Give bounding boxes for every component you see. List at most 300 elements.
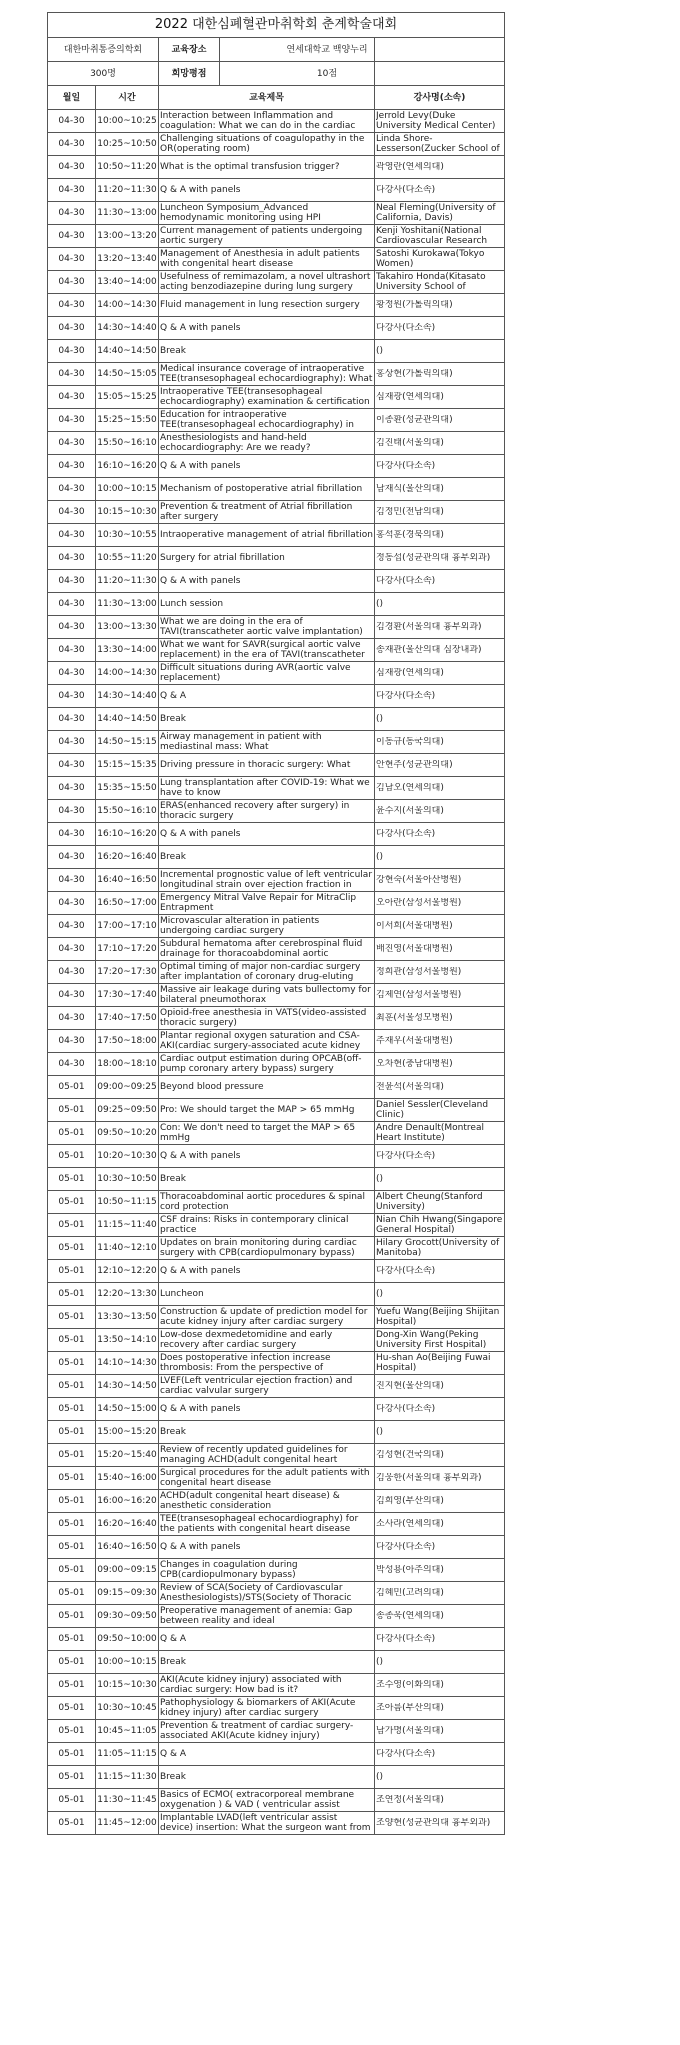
row-speaker [375, 1812, 505, 1835]
row-time-text: 11:45~12:00 [97, 1818, 157, 1828]
row-date-text: 04-30 [58, 392, 85, 402]
row-date-text: 04-30 [58, 415, 85, 425]
row-date-text: 04-30 [58, 829, 85, 839]
table-row [48, 294, 505, 317]
row-date [48, 409, 96, 432]
row-subject [159, 731, 375, 754]
row-time-text: 16:50~17:00 [97, 898, 157, 908]
row-subject-text: Cardiac output estimation during OPCAB(off-pump coronary artery bypass) surgery [160, 1054, 362, 1074]
row-date [48, 1076, 96, 1099]
table-row [48, 1122, 505, 1145]
table-row [48, 892, 505, 915]
row-date-text: 04-30 [58, 231, 85, 241]
row-time-text: 14:50~15:05 [97, 369, 157, 379]
row-subject [159, 961, 375, 984]
table-row [48, 1582, 505, 1605]
row-speaker [375, 110, 505, 133]
row-speaker [375, 1007, 505, 1030]
row-subject-text: Q & A [160, 691, 186, 701]
row-subject [159, 915, 375, 938]
row-speaker-text: 이동규(동국의대) [376, 737, 444, 747]
row-subject-text: Low-dose dexmedetomidine and early recovery after cardiac surgery [160, 1330, 333, 1350]
table-row [48, 1398, 505, 1421]
row-time [96, 708, 159, 731]
row-subject [159, 1743, 375, 1766]
row-subject-text: Lunch session [160, 599, 224, 609]
row-speaker [375, 639, 505, 662]
row-subject [159, 685, 375, 708]
row-date-text: 04-30 [58, 576, 85, 586]
row-subject-text: Break [160, 346, 186, 356]
row-date-text: 04-30 [58, 806, 85, 816]
row-date [48, 570, 96, 593]
row-date [48, 110, 96, 133]
row-subject [159, 478, 375, 501]
row-date-text: 05-01 [58, 1105, 85, 1115]
table-row [48, 1812, 505, 1835]
row-date-text: 04-30 [58, 668, 85, 678]
table-row [48, 1628, 505, 1651]
row-speaker-text: Nian Chih Hwang(Singapore General Hospital) [376, 1215, 503, 1235]
row-speaker [375, 1559, 505, 1582]
row-time [96, 1099, 159, 1122]
row-date [48, 846, 96, 869]
row-date-text: 04-30 [58, 277, 85, 287]
row-subject-text: Q & A with panels [160, 576, 241, 586]
row-speaker-text: Dong-Xin Wang(Peking University First Hospital) [376, 1330, 487, 1350]
row-speaker-text: () [376, 1657, 384, 1667]
row-subject [159, 1306, 375, 1329]
table-row [48, 1674, 505, 1697]
row-time [96, 570, 159, 593]
row-speaker-text: () [376, 1174, 384, 1184]
table-row [48, 846, 505, 869]
row-subject [159, 1651, 375, 1674]
row-subject-text: Preoperative management of anemia: Gap between reality and ideal [160, 1606, 353, 1626]
row-speaker-text: 오차현(충남대병원) [376, 1059, 453, 1069]
row-date [48, 1559, 96, 1582]
row-speaker [375, 294, 505, 317]
row-time-text: 10:15~10:30 [97, 507, 157, 517]
points-value-cont [375, 62, 505, 86]
row-date [48, 685, 96, 708]
venue-label-text: 교육장소 [159, 38, 220, 61]
row-subject [159, 662, 375, 685]
row-date-text: 04-30 [58, 714, 85, 724]
row-speaker-text: 황정원(가톨릭의대) [376, 300, 453, 310]
row-time [96, 1605, 159, 1628]
table-row [48, 1651, 505, 1674]
row-time [96, 800, 159, 823]
row-subject [159, 1122, 375, 1145]
row-speaker [375, 1260, 505, 1283]
row-time [96, 179, 159, 202]
row-time [96, 846, 159, 869]
row-date-text: 04-30 [58, 967, 85, 977]
row-date [48, 1352, 96, 1375]
row-speaker [375, 570, 505, 593]
row-subject-text: Break [160, 1427, 186, 1437]
row-date [48, 248, 96, 271]
row-speaker [375, 524, 505, 547]
row-time [96, 340, 159, 363]
table-row [48, 593, 505, 616]
row-time [96, 662, 159, 685]
row-date [48, 1168, 96, 1191]
row-time [96, 639, 159, 662]
row-time-text: 16:00~16:20 [97, 1496, 157, 1506]
row-time [96, 1375, 159, 1398]
row-speaker-text: 정희관(삼성서울병원) [376, 967, 462, 977]
table-row [48, 133, 505, 156]
row-time-text: 14:00~14:30 [97, 300, 157, 310]
row-date [48, 915, 96, 938]
row-date [48, 1766, 96, 1789]
row-time [96, 1421, 159, 1444]
row-time-text: 10:00~10:15 [97, 484, 157, 494]
row-date [48, 317, 96, 340]
row-speaker-text: 윤수지(서울의대) [376, 806, 444, 816]
row-subject [159, 1329, 375, 1352]
row-subject-text: Airway management in patient with mediastinal mass: What [160, 732, 322, 752]
table-row [48, 1559, 505, 1582]
row-date-text: 05-01 [58, 1450, 85, 1460]
row-time [96, 869, 159, 892]
row-date-text: 05-01 [58, 1611, 85, 1621]
row-date [48, 1030, 96, 1053]
row-date-text: 04-30 [58, 162, 85, 172]
row-subject [159, 1789, 375, 1812]
row-speaker [375, 1375, 505, 1398]
row-speaker-text: () [376, 599, 384, 609]
points-label-text: 희망평점 [159, 62, 220, 85]
row-date-text: 05-01 [58, 1335, 85, 1345]
row-date [48, 1398, 96, 1421]
row-subject [159, 892, 375, 915]
table-row [48, 685, 505, 708]
row-date [48, 1720, 96, 1743]
row-time-text: 10:30~10:45 [97, 1703, 157, 1713]
row-time [96, 1743, 159, 1766]
table-row [48, 1789, 505, 1812]
row-time [96, 478, 159, 501]
row-time [96, 294, 159, 317]
row-date-text: 05-01 [58, 1312, 85, 1322]
row-time [96, 363, 159, 386]
row-date-text: 04-30 [58, 875, 85, 885]
table-row [48, 1099, 505, 1122]
row-speaker-text: 김진태(서울의대) [376, 438, 444, 448]
row-time-text: 15:15~15:35 [97, 760, 157, 770]
row-date [48, 1789, 96, 1812]
row-speaker-text: 이종환(성균관의대) [376, 415, 453, 425]
row-speaker [375, 1720, 505, 1743]
table-row [48, 317, 505, 340]
table-row [48, 869, 505, 892]
points-value: 10점 [316, 68, 338, 79]
row-time-text: 14:10~14:30 [97, 1358, 157, 1368]
table-row [48, 1720, 505, 1743]
row-time-text: 10:50~11:20 [97, 162, 157, 172]
row-subject-text: Driving pressure in thoracic surgery: What [160, 760, 351, 770]
row-speaker [375, 731, 505, 754]
row-date-text: 05-01 [58, 1174, 85, 1184]
row-time-text: 15:05~15:25 [97, 392, 157, 402]
row-speaker-text: 최훈(서울성모병원) [376, 1013, 453, 1023]
row-time-text: 12:10~12:20 [97, 1266, 157, 1276]
row-speaker-text: 정동섭(성균관의대 흉부외과) [376, 553, 491, 563]
row-date-text: 04-30 [58, 369, 85, 379]
row-time [96, 1214, 159, 1237]
row-speaker-text: Kenji Yoshitani(National Cardiovascular Research [376, 226, 488, 246]
row-subject-text: Education for intraoperative TEE(transesophageal echocardiography) in [160, 410, 354, 430]
row-speaker-text: 다강사(다소속) [376, 1542, 436, 1552]
row-time-text: 10:30~10:50 [97, 1174, 157, 1184]
row-speaker-text: () [376, 714, 384, 724]
row-subject-text: What we are doing in the era of TAVI(transcatheter aortic valve implantation) [160, 617, 363, 637]
row-date-text: 05-01 [58, 1496, 85, 1506]
row-subject-text: Luncheon Symposium_Advanced hemodynamic monitoring using HPI [160, 203, 321, 223]
row-subject [159, 1260, 375, 1283]
attendees-cell: 300명 [48, 62, 159, 86]
table-row [48, 1168, 505, 1191]
row-speaker [375, 1122, 505, 1145]
row-time-text: 10:15~10:30 [97, 1680, 157, 1690]
row-subject-text: Basics of ECMO( extracorporeal membrane oxygenation ) & VAD ( ventricular assist [160, 1790, 355, 1810]
row-subject [159, 1766, 375, 1789]
row-time [96, 225, 159, 248]
row-time [96, 1122, 159, 1145]
row-subject [159, 1053, 375, 1076]
row-speaker-text: Hilary Grocott(University of Manitoba) [376, 1238, 500, 1258]
row-subject-text: Medical insurance coverage of intraoperative TEE(transesophageal echocardiography): What [160, 364, 373, 384]
row-time-text: 14:00~14:30 [97, 668, 157, 678]
row-speaker [375, 1099, 505, 1122]
row-speaker-text: () [376, 852, 384, 862]
row-subject-text: Implantable LVAD(left ventricular assist device) insertion: What the surgeon want from [160, 1813, 371, 1833]
row-speaker-text: 김경환(서울의대 흉부외과) [376, 622, 482, 632]
row-speaker-text: 곽영란(연세의대) [376, 162, 444, 172]
row-date-text: 05-01 [58, 1726, 85, 1736]
row-date [48, 800, 96, 823]
row-subject [159, 1628, 375, 1651]
row-subject [159, 317, 375, 340]
row-date [48, 294, 96, 317]
table-row [48, 570, 505, 593]
row-subject [159, 639, 375, 662]
row-speaker [375, 1030, 505, 1053]
row-time [96, 501, 159, 524]
table-row [48, 1007, 505, 1030]
row-date [48, 662, 96, 685]
row-speaker [375, 501, 505, 524]
header-time: 시간 [96, 86, 159, 110]
table-row [48, 501, 505, 524]
row-date [48, 156, 96, 179]
row-speaker [375, 1467, 505, 1490]
row-time [96, 961, 159, 984]
row-date-text: 04-30 [58, 254, 85, 264]
row-speaker-text: 심재광(연세의대) [376, 392, 444, 402]
row-date [48, 1444, 96, 1467]
row-subject-text: Break [160, 1772, 186, 1782]
venue-label [159, 38, 375, 62]
row-speaker [375, 1513, 505, 1536]
row-time [96, 1260, 159, 1283]
row-speaker [375, 1536, 505, 1559]
row-date-text: 04-30 [58, 323, 85, 333]
row-subject-text: What is the optimal transfusion trigger? [160, 162, 340, 172]
row-speaker-text: Satoshi Kurokawa(Tokyo Women) [376, 249, 485, 269]
row-subject [159, 1559, 375, 1582]
row-time-text: 17:20~17:30 [97, 967, 157, 977]
row-speaker-text: 조연정(서울의대) [376, 1795, 444, 1805]
row-time-text: 13:00~13:30 [97, 622, 157, 632]
row-subject [159, 271, 375, 294]
row-subject-text: Break [160, 1657, 186, 1667]
row-time [96, 1812, 159, 1835]
row-subject-text: ERAS(enhanced recovery after surgery) in thoracic surgery [160, 801, 350, 821]
row-date-text: 04-30 [58, 898, 85, 908]
venue-value-cont [375, 38, 505, 62]
row-time [96, 616, 159, 639]
row-time-text: 14:50~15:00 [97, 1404, 157, 1414]
row-time [96, 1168, 159, 1191]
row-time-text: 11:05~11:15 [97, 1749, 157, 1759]
row-time-text: 11:30~13:00 [97, 599, 157, 609]
row-time-text: 15:50~16:10 [97, 806, 157, 816]
row-date-text: 05-01 [58, 1680, 85, 1690]
row-date [48, 1490, 96, 1513]
row-subject [159, 1720, 375, 1743]
row-subject-text: Pro: We should target the MAP > 65 mmHg [160, 1105, 355, 1115]
row-subject-text: Surgical procedures for the adult patients with congenital heart disease [160, 1468, 370, 1488]
row-speaker [375, 708, 505, 731]
row-date [48, 1237, 96, 1260]
row-subject [159, 1076, 375, 1099]
row-subject-text: Thoracoabdominal aortic procedures & spinal cord protection [160, 1192, 365, 1212]
row-subject-text: Intraoperative management of atrial fibrillation [160, 530, 373, 540]
row-time [96, 685, 159, 708]
table-row [48, 248, 505, 271]
row-speaker [375, 1398, 505, 1421]
row-time-text: 11:40~12:10 [97, 1243, 157, 1253]
row-speaker [375, 1697, 505, 1720]
row-date [48, 1375, 96, 1398]
header-date: 월일 [48, 86, 96, 110]
row-speaker-text: 안현주(성균관의대) [376, 760, 453, 770]
row-time-text: 10:50~11:15 [97, 1197, 157, 1207]
row-speaker [375, 869, 505, 892]
row-time-text: 13:50~14:10 [97, 1335, 157, 1345]
row-date [48, 1306, 96, 1329]
row-time [96, 1651, 159, 1674]
row-time [96, 1720, 159, 1743]
row-time [96, 271, 159, 294]
row-subject [159, 1513, 375, 1536]
row-time [96, 1191, 159, 1214]
row-subject [159, 1007, 375, 1030]
row-time [96, 1467, 159, 1490]
row-date-text: 05-01 [58, 1588, 85, 1598]
table-row [48, 984, 505, 1007]
row-date [48, 1582, 96, 1605]
row-date-text: 05-01 [58, 1542, 85, 1552]
row-date-text: 04-30 [58, 944, 85, 954]
row-subject [159, 1421, 375, 1444]
row-date [48, 1421, 96, 1444]
row-speaker [375, 1421, 505, 1444]
row-subject-text: Break [160, 714, 186, 724]
row-subject [159, 501, 375, 524]
row-date [48, 754, 96, 777]
row-speaker-text: 다강사(다소속) [376, 461, 436, 471]
row-date [48, 179, 96, 202]
row-speaker-text: 조양현(성균관의대 흉부외과) [376, 1818, 491, 1828]
row-date-text: 05-01 [58, 1404, 85, 1414]
row-subject [159, 777, 375, 800]
row-time [96, 386, 159, 409]
row-time-text: 09:30~09:50 [97, 1611, 157, 1621]
row-time [96, 938, 159, 961]
row-speaker [375, 892, 505, 915]
table-row [48, 823, 505, 846]
row-subject-text: Management of Anesthesia in adult patients with congenital heart disease [160, 249, 360, 269]
row-time [96, 1237, 159, 1260]
row-time-text: 11:15~11:40 [97, 1220, 157, 1230]
row-time-text: 10:55~11:20 [97, 553, 157, 563]
row-speaker [375, 1283, 505, 1306]
row-speaker [375, 1329, 505, 1352]
row-speaker [375, 1582, 505, 1605]
row-time-text: 11:30~13:00 [97, 208, 157, 218]
row-subject-text: Q & A with panels [160, 1404, 241, 1414]
points-label-cell [159, 62, 375, 86]
row-date-text: 05-01 [58, 1151, 85, 1161]
row-time [96, 1145, 159, 1168]
row-subject-text: Lung transplantation after COVID-19: What we have to know [160, 778, 370, 798]
row-date [48, 616, 96, 639]
row-subject [159, 754, 375, 777]
row-time-text: 16:20~16:40 [97, 852, 157, 862]
table-row [48, 1421, 505, 1444]
row-speaker [375, 1628, 505, 1651]
table-row [48, 202, 505, 225]
row-subject-text: Q & A [160, 1634, 186, 1644]
row-speaker-text: Jerrold Levy(Duke University Medical Center) [376, 111, 496, 131]
row-speaker [375, 271, 505, 294]
row-time-text: 16:10~16:20 [97, 461, 157, 471]
table-row [48, 1375, 505, 1398]
row-subject-text: Anesthesiologists and hand-held echocardiography: Are we ready? [160, 433, 311, 453]
row-subject-text: Optimal timing of major non-cardiac surgery after implantation of coronary drug-eluting [160, 962, 361, 982]
row-date-text: 05-01 [58, 1519, 85, 1529]
row-speaker [375, 1674, 505, 1697]
row-time [96, 1306, 159, 1329]
table-row [48, 1030, 505, 1053]
row-subject [159, 1605, 375, 1628]
row-date [48, 1812, 96, 1835]
row-time-text: 13:40~14:00 [97, 277, 157, 287]
row-speaker-text: 김희영(부산의대) [376, 1496, 444, 1506]
table-row [48, 1283, 505, 1306]
row-subject [159, 1582, 375, 1605]
row-speaker-text: 소사라(연세의대) [376, 1519, 444, 1529]
header-subject: 교육제목 [159, 86, 375, 110]
row-time-text: 10:25~10:50 [97, 139, 157, 149]
row-date-text: 04-30 [58, 185, 85, 195]
row-speaker [375, 1789, 505, 1812]
